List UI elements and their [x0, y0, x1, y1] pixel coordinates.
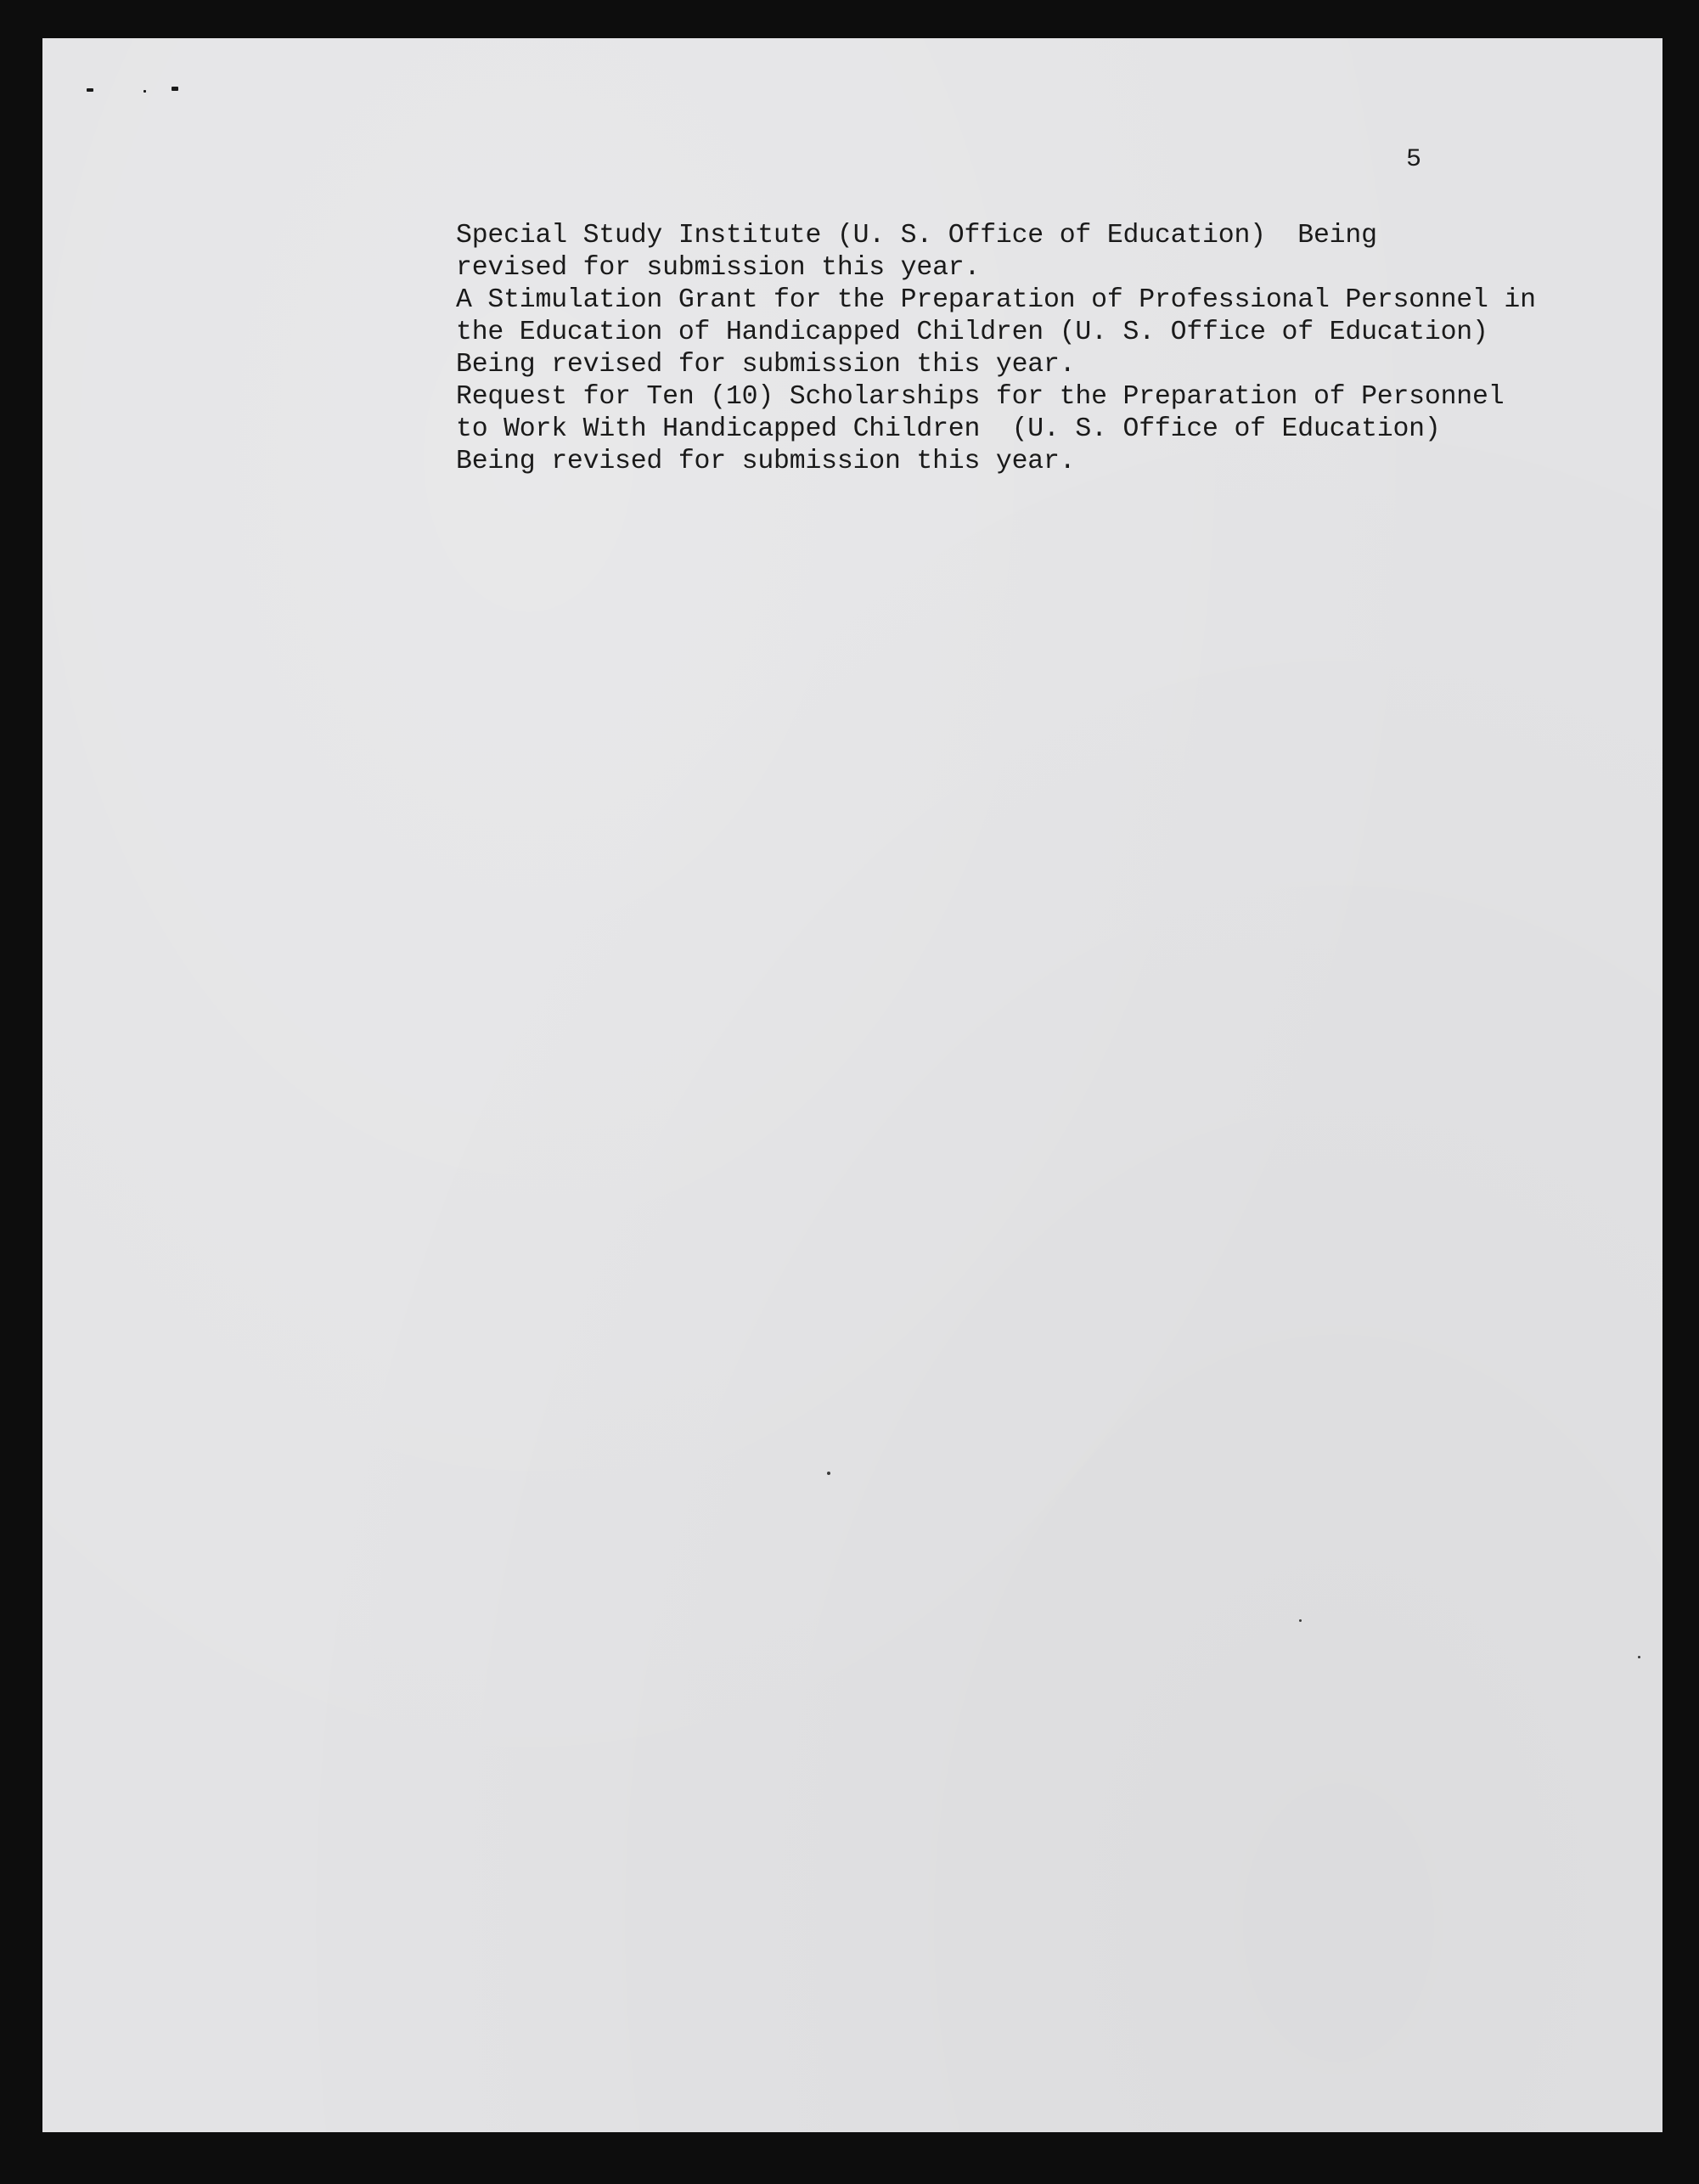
text-line: A Stimulation Grant for the Preparation of Professional Personnel in [456, 285, 1536, 315]
corner-mark [172, 87, 178, 91]
text-line: Request for Ten (10) Scholarships for the Preparation of Personnel [456, 382, 1505, 412]
corner-mark [143, 90, 146, 93]
text-line: Being revised for submission this year. [456, 350, 1076, 380]
page-number: 5 [1406, 145, 1422, 174]
text-line: Special Study Institute (U. S. Office of Education) Being [456, 221, 1377, 250]
text-line: the Education of Handicapped Children (U. S. Office of Education) [456, 318, 1488, 347]
corner-mark [87, 88, 93, 92]
text-line: to Work With Handicapped Children (U. S. Office of Education) [456, 414, 1441, 444]
paper-sheet [42, 38, 1662, 2132]
text-line: revised for submission this year. [456, 253, 981, 283]
paper-speck [1638, 1656, 1640, 1658]
body-text [456, 220, 1536, 478]
paper-speck [827, 1472, 830, 1475]
text-line: Being revised for submission this year. [456, 447, 1076, 476]
paper-speck [1299, 1619, 1302, 1622]
